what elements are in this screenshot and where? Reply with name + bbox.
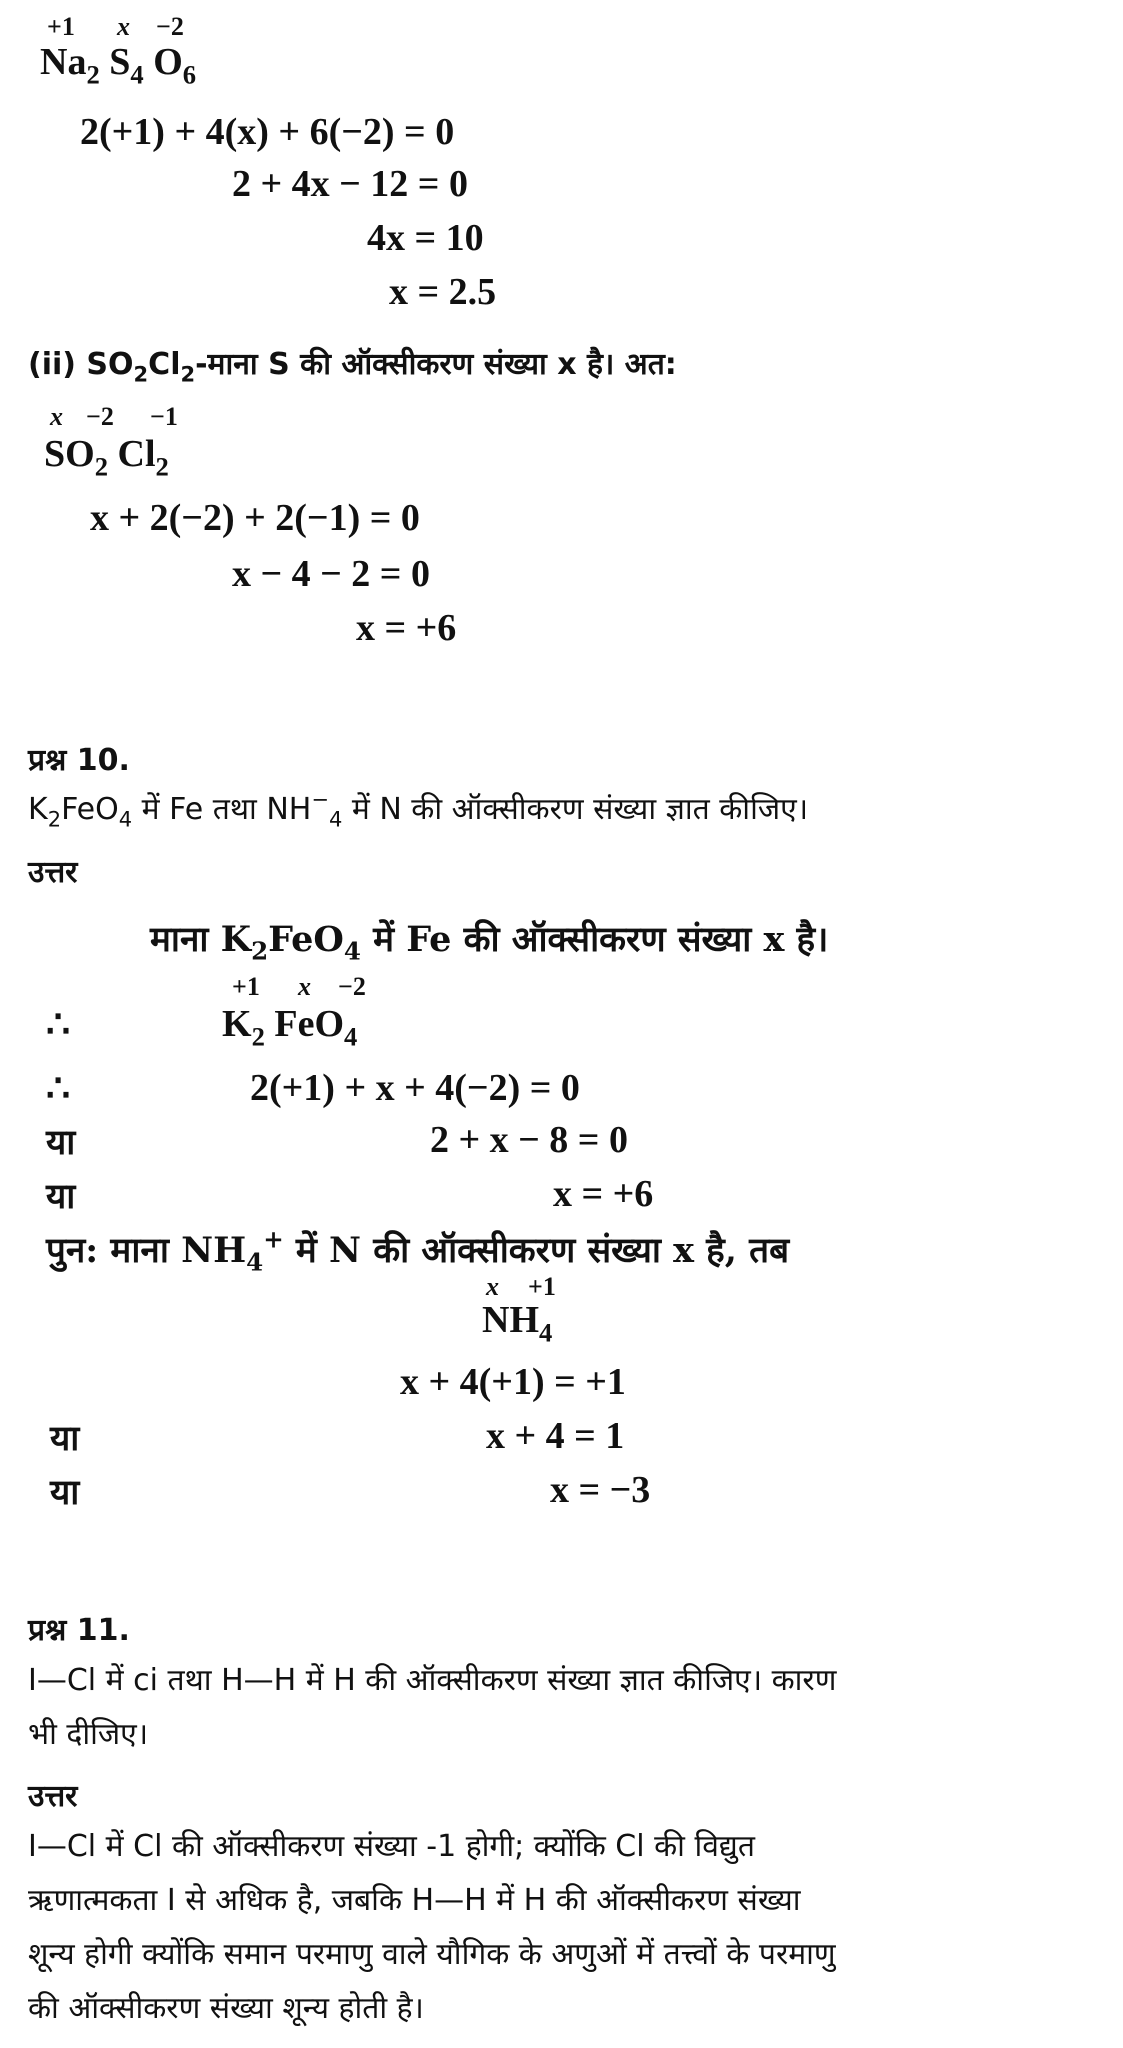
question-10-text: $K_2FeO_4$ में Fe तथा $NH^-_4$ में N की ऑक्सीकरण संख्या ज्ञात कीजिए। [28, 787, 809, 832]
equation-4: x = 2.5 [389, 271, 497, 313]
equation-1: 2(+1) + 4(x) + 6(−2) = 0 [80, 111, 455, 153]
question-11-line-1: I—Cl में ci तथा H—H में H की ऑक्सीकरण संख्या ज्ञात कीजिए। कारण [28, 1663, 837, 1698]
answer-11-line-1: I—Cl में Cl की ऑक्सीकरण संख्या -1 होगी; क्योंकि Cl की विद्युत [28, 1829, 755, 1864]
ox-number-o: −2 [156, 12, 184, 41]
equation-ii-2: x − 4 − 2 = 0 [232, 553, 430, 595]
formula-nh4: $NH_4$ [482, 1299, 553, 1348]
ox-number-n: x [486, 1272, 499, 1301]
ox-number-fe: x [298, 972, 311, 1001]
answer-10-label: उत्तर [28, 855, 78, 890]
element-o: O [153, 41, 183, 83]
ox-number-o-10: −2 [338, 972, 366, 1001]
equation-10-2: 2 + x − 8 = 0 [430, 1119, 628, 1161]
ox-number-k: +1 [232, 972, 260, 1001]
question-11-line-2: भी दीजिए। [28, 1717, 149, 1752]
ox-number-s-ii: x [50, 402, 63, 431]
ya-label-2: या [46, 1176, 76, 1217]
ox-number-h: +1 [528, 1272, 556, 1301]
ya-label-3: या [50, 1418, 80, 1459]
element-s: S [109, 41, 131, 83]
equation-ii-1: x + 2(−2) + 2(−1) = 0 [90, 497, 420, 539]
therefore-symbol-1: ∴ [46, 1004, 71, 1046]
equation-ii-3: x = +6 [356, 607, 457, 649]
equation-3: 4x = 10 [367, 217, 484, 259]
therefore-symbol-2: ∴ [46, 1068, 71, 1110]
ox-number-cl-ii: −1 [150, 402, 178, 431]
answer-11-label: उत्तर [28, 1779, 78, 1814]
ya-label-4: या [50, 1472, 80, 1513]
ox-number-s: x [117, 12, 130, 41]
ya-label-1: या [46, 1122, 76, 1163]
question-10-label: प्रश्न 10. [28, 743, 130, 778]
equation-10-4: x + 4(+1) = +1 [400, 1361, 626, 1403]
equation-10-1: 2(+1) + x + 4(−2) = 0 [250, 1067, 580, 1109]
answer-10-intro: माना $K_2FeO_4$ में Fe की ऑक्सीकरण संख्या x है। [150, 919, 829, 966]
sub-na: 2 [86, 59, 100, 90]
question-11-label: प्रश्न 11. [28, 1613, 130, 1648]
answer-10-nh4-intro: पुन: माना $NH_4^+$ में N की ऑक्सीकरण संख्या x है, तब [46, 1224, 790, 1277]
sub-s: 4 [130, 59, 144, 90]
ox-number-o-ii: −2 [86, 402, 114, 431]
answer-11-line-4: की ऑक्सीकरण संख्या शून्य होती है। [28, 1991, 424, 2026]
answer-11-line-3: शून्य होगी क्योंकि समान परमाणु वाले यौगिक के अणुओं में तत्त्वों के परमाणु [28, 1937, 836, 1972]
formula-k2feo4: $K_2$ FeO$_4$ [222, 1003, 358, 1052]
equation-10-6: x = −3 [550, 1469, 651, 1511]
equation-10-3: x = +6 [553, 1173, 654, 1215]
ox-number-na: +1 [47, 12, 75, 41]
sub-o: 6 [182, 59, 197, 90]
equation-10-5: x + 4 = 1 [486, 1415, 625, 1457]
formula-so2cl2: $SO_2$ $Cl_2$ [44, 433, 169, 482]
formula-na2s4o6 [40, 40, 197, 90]
part-ii-heading: (ii) $SO_2Cl_2-माना$ S की ऑक्सीकरण संख्या x है। अत: [28, 347, 677, 387]
element-na: Na [40, 41, 87, 83]
equation-2: 2 + 4x − 12 = 0 [232, 163, 468, 205]
answer-11-line-2: ऋणात्मकता I से अधिक है, जबकि H—H में H की ऑक्सीकरण संख्या [28, 1883, 801, 1918]
